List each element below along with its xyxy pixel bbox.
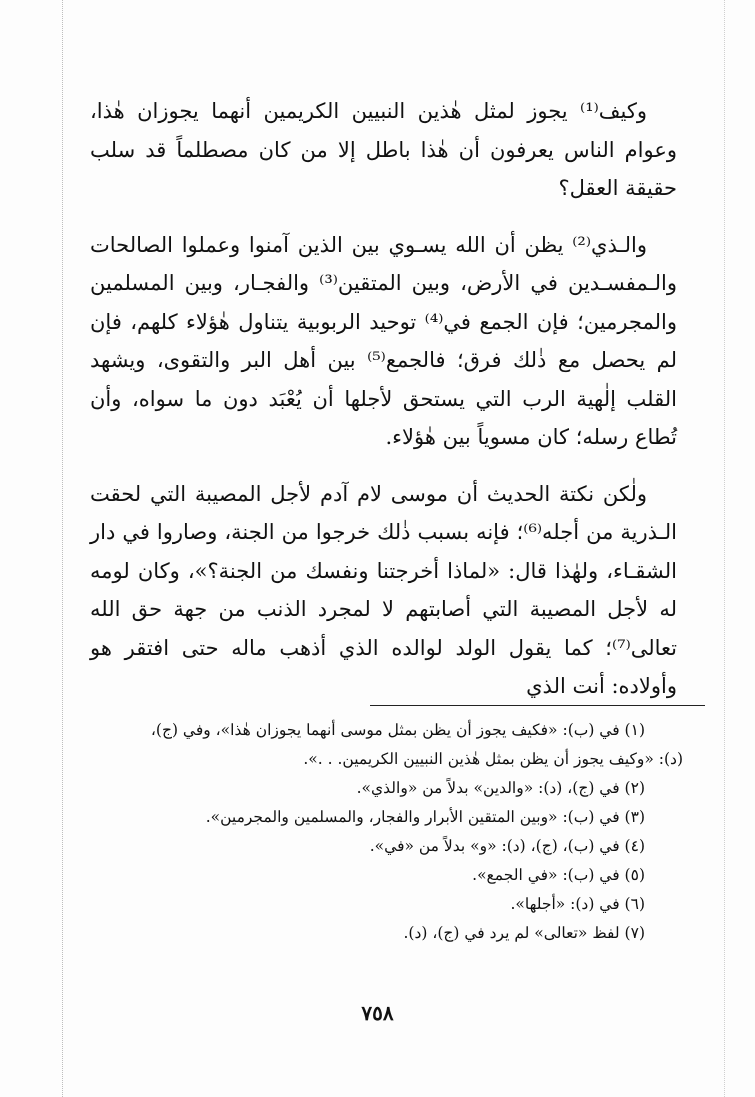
paragraph-1: وكيف⁽¹⁾ يجوز لمثل هٰذين النبيين الكريمين أنهما يجوزان هٰذا، وعوام الناس يعرفون أن هٰذا باطل إلا من كان مصطلماً قد سلب حقيقة العقل؟ bbox=[90, 99, 677, 200]
footnote-line: (٢) في (ج)، (د): «والدين» بدلاً من «والذي». bbox=[356, 779, 645, 797]
footnote-line: (٤) في (ب)، (ج)، (د): «و» بدلاً من «في». bbox=[369, 837, 645, 855]
footnote-separator bbox=[370, 705, 705, 706]
footnote-line: (د): «وكيف يجوز أن يظن بمثل هٰذين النبيين الكريمين. . .». bbox=[303, 750, 683, 768]
page-number: ٧٥٨ bbox=[361, 1001, 394, 1025]
paragraph-3: ولٰكن نكتة الحديث أن موسى لام آدم لأجل المصيبة التي لحقت الـذرية من أجله⁽⁶⁾؛ فإنه بسبب ذٰلك خرجوا من الجنة، وصاروا في دار الشقـاء، ولهٰذا قال: «لماذا أخرجتنا ونفسك من الجنة؟»، وكان لومه له لأجل المصيبة التي أصابتهم لا لمجرد الذنب من جهة حق الله تعالى⁽⁷⁾؛ كما يقول الولد لوالده الذي أذهب ماله حتى افتقر هو وأولاده: أنت الذي bbox=[90, 481, 677, 698]
footnote-line: (٦) في (د): «أجلها». bbox=[510, 895, 645, 913]
scan-margin-line-left bbox=[62, 0, 63, 1097]
footnote-line: (٥) في (ب): «في الجمع». bbox=[472, 866, 645, 884]
footnote-line: (١) في (ب): «فكيف يجوز أن يظن بمثل موسى أنهما يجوزان هٰذا»، وفي (ج)، bbox=[150, 721, 645, 739]
main-text-body bbox=[90, 92, 677, 724]
footnote-line: (٧) لفظ «تعالى» لم يرد في (ج)، (د). bbox=[403, 924, 645, 942]
scan-margin-line-right bbox=[724, 0, 725, 1097]
paragraph-2: والـذي⁽²⁾ يظن أن الله يسـوي بين الذين آمنوا وعملوا الصالحات والـمفسـدين في الأرض، وبين المتقين⁽³⁾ والفجـار، وبين المسلمين والمجرمين؛ فإن الجمع في⁽⁴⁾ توحيد الربوبية يتناول هٰؤلاء كلهم، فإن لم يحصل مع ذٰلك فرق؛ فالجمع⁽⁵⁾ بين أهل البر والتقوى، ويشهد القلب إلٰهية الرب التي يستحق لأجلها أن يُعْبَد دون ما سواه، وأن تُطاع رسله؛ كان مسوياً بين هٰؤلاء. bbox=[90, 232, 678, 449]
footnotes-section bbox=[100, 716, 683, 948]
footnote-line: (٣) في (ب): «وبين المتقين الأبرار والفجار، والمسلمين والمجرمين». bbox=[205, 808, 645, 826]
